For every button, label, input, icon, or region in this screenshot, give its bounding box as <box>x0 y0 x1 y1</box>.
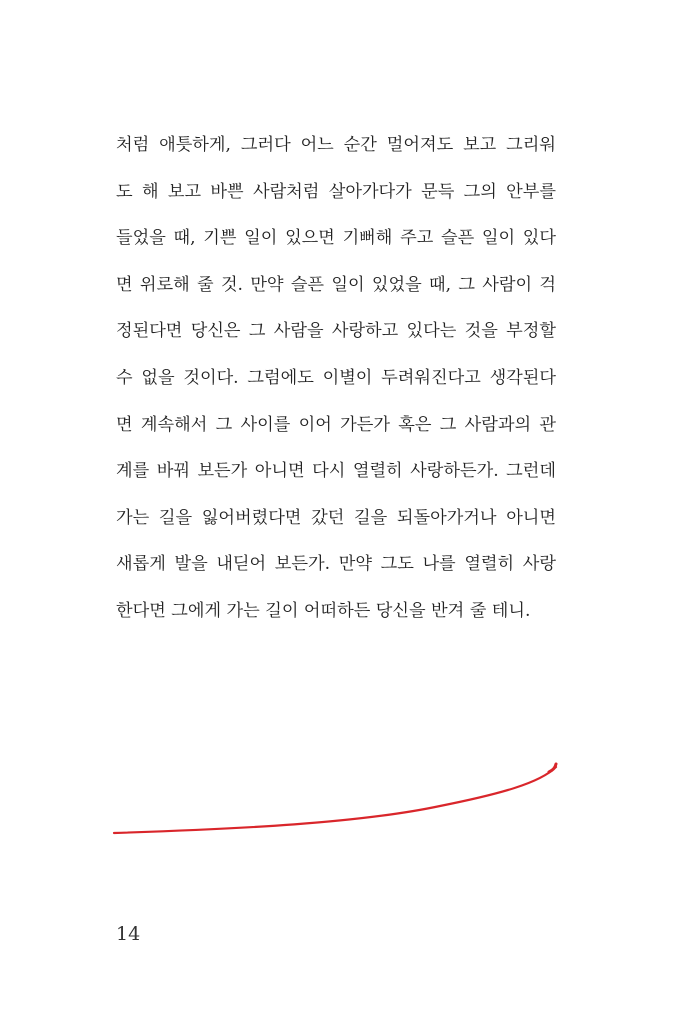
body-text <box>116 122 556 635</box>
text-line-7: 면 계속해서 그 사이를 이어 가든가 혹은 그 사람과의 관 <box>116 414 556 435</box>
page-number: 14 <box>116 923 141 945</box>
text-line-6: 수 없을 것이다. 그럼에도 이별이 두려워진다고 생각된다 <box>116 367 556 388</box>
text-line-2: 도 해 보고 바쁜 사람처럼 살아가다가 문득 그의 안부를 <box>116 181 556 202</box>
text-line-11: 한다면 그에게 가는 길이 어떠하든 당신을 반겨 줄 테니. <box>116 600 531 621</box>
text-line-9: 가는 길을 잃어버렸다면 갔던 길을 되돌아가거나 아니면 <box>116 507 556 528</box>
text-line-1: 처럼 애틋하게, 그러다 어느 순간 멀어져도 보고 그리워 <box>116 135 556 155</box>
text-line-3: 들었을 때, 기쁜 일이 있으면 기뻐해 주고 슬픈 일이 있다 <box>116 228 556 249</box>
text-line-8: 계를 바꿔 보든가 아니면 다시 열렬히 사랑하든가. 그런데 <box>116 461 556 482</box>
red-brush-stroke-path <box>114 767 556 833</box>
red-brush-stroke-tip <box>549 764 556 772</box>
text-line-5: 정된다면 당신은 그 사람을 사랑하고 있다는 것을 부정할 <box>116 321 556 342</box>
text-line-10: 새롭게 발을 내딛어 보든가. 만약 그도 나를 열렬히 사랑 <box>116 554 556 575</box>
text-line-4: 면 위로해 줄 것. 만약 슬픈 일이 있었을 때, 그 사람이 걱 <box>116 274 556 295</box>
